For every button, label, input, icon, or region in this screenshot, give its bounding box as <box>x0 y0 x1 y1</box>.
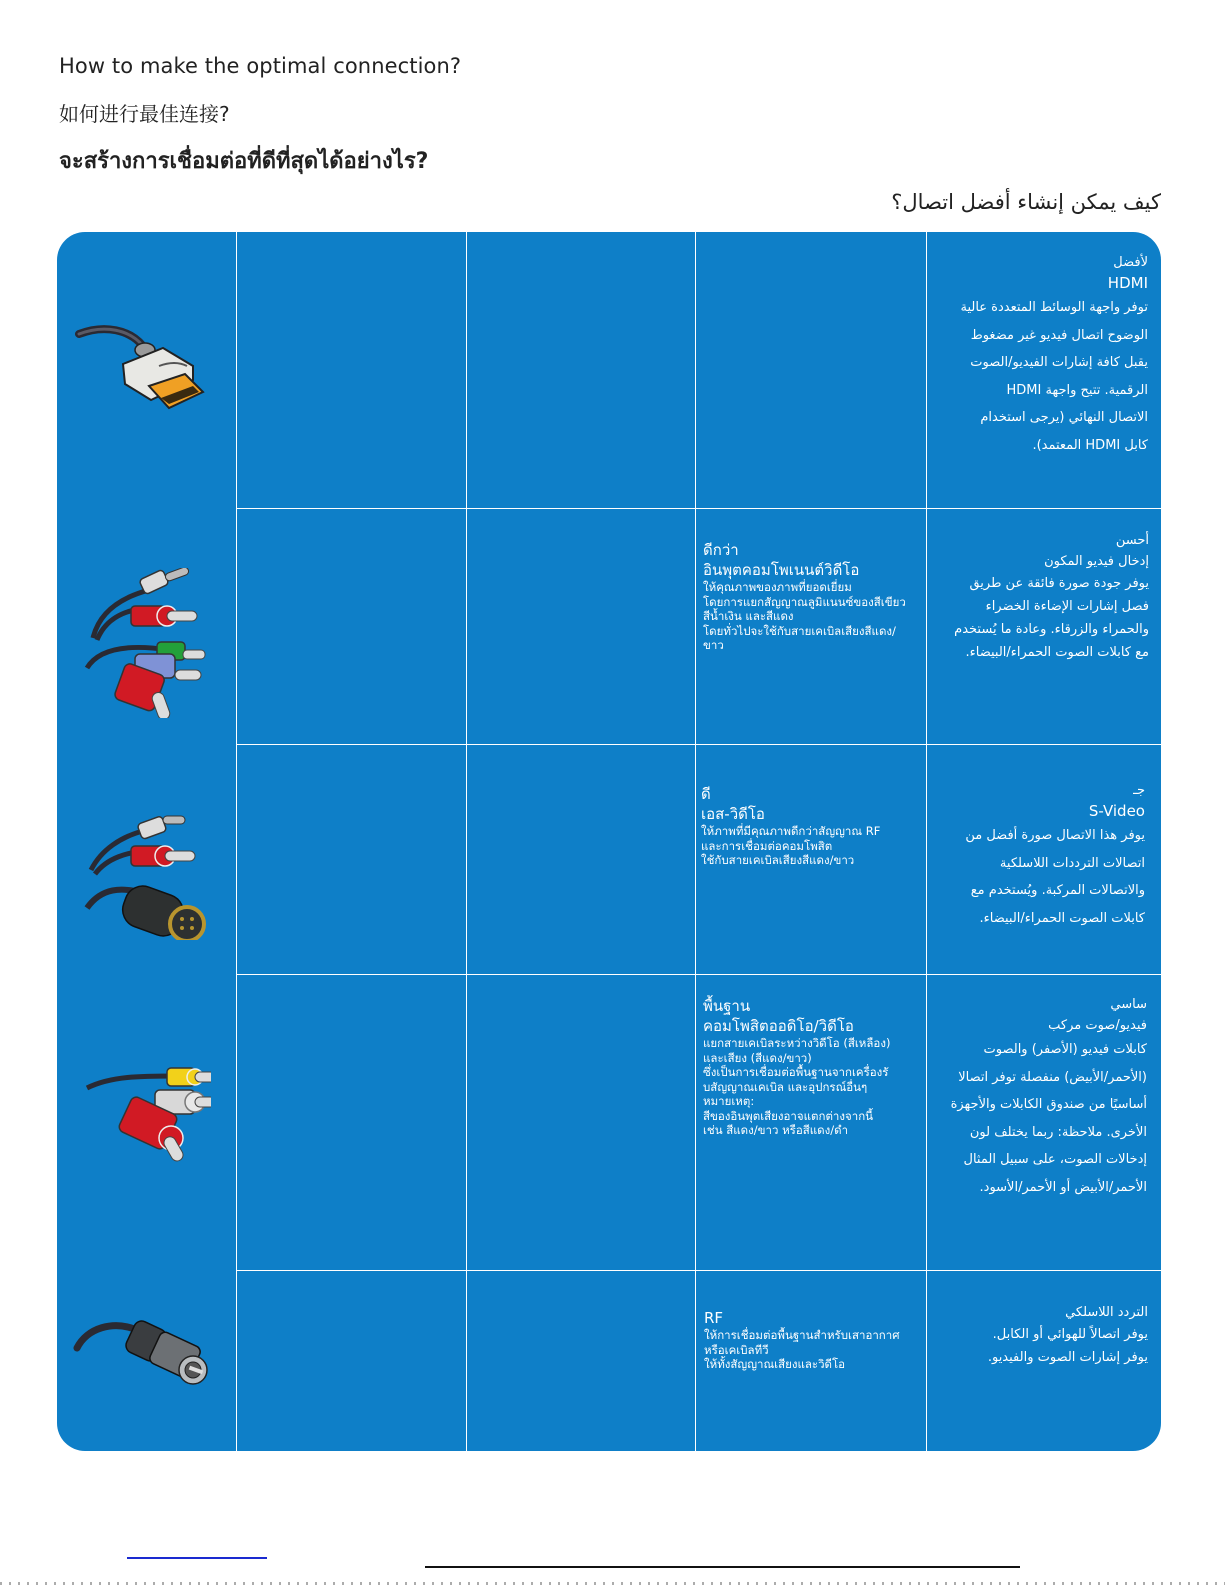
description-line: الوضوح اتصال فيديو غير مضغوط <box>970 327 1148 343</box>
rank-label: ดีกว่า <box>703 541 739 559</box>
description-line: مع كابلات الصوت الحمراء/البيضاء. <box>965 645 1149 660</box>
description-line: ให้การเชื่อมต่อพื้นฐานสำหรับเสาอากาศ <box>704 1328 900 1342</box>
row-divider <box>236 974 1161 975</box>
hdmi-connector-icon <box>75 322 207 416</box>
description-line: ใช้กับสายเคเบิลเสียงสีแดง/ขาว <box>701 853 855 867</box>
component-arabic-cell <box>935 530 1149 664</box>
connection-name: S-Video <box>1088 802 1145 820</box>
description-line: كابلات فيديو (الأصفر) والصوت <box>983 1042 1147 1057</box>
description-line: فصل إشارات الإضاءة الخضراء <box>985 599 1149 614</box>
description-line: والاتصالات المركبة. ويُستخدم مع <box>970 883 1145 898</box>
description-line: أساسيًا من صندوق الكابلات والأجهزة <box>950 1097 1147 1112</box>
connection-name: فيديو/صوت مركب <box>1048 1018 1147 1033</box>
description-line: كابلات الصوت الحمراء/البيضاء. <box>979 910 1145 926</box>
description-line: الأحمر/الأبيض أو الأحمر/الأسود. <box>979 1179 1147 1195</box>
connection-table <box>57 232 1161 1451</box>
description-line: และเสียง (สีแดง/ขาว) <box>703 1050 812 1065</box>
heading-arabic: كيف يمكن إنشاء أفضل اتصال؟ <box>891 190 1161 214</box>
heading-english: How to make the optimal connection? <box>59 54 462 78</box>
s-video-arabic-cell <box>935 780 1145 932</box>
description-line: โดยทั่วไปจะใช้กับสายเคเบิลเสียงสีแดง/ <box>703 623 896 638</box>
connection-name: เอส-วิดีโอ <box>701 805 765 823</box>
hdmi-arabic-cell <box>935 252 1148 459</box>
description-line: يوفر إشارات الصوت والفيديو. <box>987 1350 1148 1365</box>
rank-label: พื้นฐาน <box>703 997 751 1015</box>
footer-rule <box>425 1566 1020 1568</box>
description-line: (الأحمر/الأبيض) منفصلة توفر اتصالا <box>958 1069 1147 1085</box>
s-video-thai-cell <box>701 784 923 868</box>
rf-coaxial-connector-icon <box>73 1308 213 1392</box>
connection-name: คอมโพสิตออดิโอ/วิดีโอ <box>703 1017 854 1035</box>
row-divider <box>236 508 1161 509</box>
connection-name: อินพุตคอมโพเนนต์วิดีโอ <box>703 561 860 579</box>
description-line: والحمراء والزرقاء. وعادة ما يُستخدم <box>954 622 1149 637</box>
rank-label: أحسن <box>1115 533 1149 548</box>
description-line: เช่น สีแดง/ขาว หรือสีแดง/ดำ <box>703 1123 849 1137</box>
column-divider <box>236 232 237 1451</box>
connection-name: HDMI <box>1107 274 1148 292</box>
description-line: ให้ทั้งสัญญาณเสียงและวิดีโอ <box>704 1357 846 1371</box>
description-line: يوفر هذا الاتصال صورة أفضل من <box>965 828 1145 843</box>
description-line: สีของอินพุตเสียงอาจแตกต่างจากนี้ <box>703 1108 874 1123</box>
description-line: يوفر جودة صورة فائقة عن طريق <box>969 576 1149 591</box>
heading-thai: จะสร้างการเชื่อมต่อที่ดีที่สุดได้อย่างไร? <box>59 149 429 174</box>
connection-name: التردد اللاسلكي <box>1065 1305 1148 1320</box>
description-line: توفر واجهة الوسائط المتعددة عالية <box>960 300 1148 315</box>
description-line: اتصالات الترددات اللاسلكية <box>999 855 1145 871</box>
composite-av-connector-icon <box>81 1062 211 1166</box>
description-line: หมายเหตุ: <box>703 1094 755 1108</box>
rank-label: ดี <box>701 785 711 803</box>
description-line: يقبل كافة إشارات الفيديو/الصوت <box>970 355 1148 370</box>
description-line: สีน้ำเงิน และสีแดง <box>703 609 794 623</box>
composite-arabic-cell <box>929 994 1147 1201</box>
composite-thai-cell <box>703 996 925 1138</box>
row-divider <box>236 744 1161 745</box>
description-line: หรือเคเบิลทีวี <box>704 1342 769 1357</box>
column-divider <box>695 232 696 1451</box>
description-line: และการเชื่อมต่อคอมโพสิต <box>701 838 833 853</box>
description-line: ให้คุณภาพของภาพที่ยอดเยี่ยม <box>703 580 852 594</box>
description-line: บสัญญาณเคเบิล และอุปกรณ์อื่นๆ <box>703 1079 868 1094</box>
rf-arabic-cell <box>935 1302 1148 1369</box>
row-divider <box>236 1270 1161 1271</box>
column-divider <box>926 232 927 1451</box>
rank-label: ساسي <box>1110 997 1147 1012</box>
description-line: ซึ่งเป็นการเชื่อมต่อพื้นฐานจากเครื่องรั <box>703 1065 889 1079</box>
heading-chinese: 如何进行最佳连接? <box>59 102 230 126</box>
description-line: إدخالات الصوت، على سبيل المثال <box>963 1152 1147 1167</box>
description-line: ให้ภาพที่มีคุณภาพดีกว่าสัญญาณ RF <box>701 824 881 838</box>
component-video-connector-icon <box>79 568 209 722</box>
rank-label: جـ <box>1133 783 1145 798</box>
description-line: ขาว <box>703 638 724 652</box>
description-line: โดยการแยกสัญญาณลูมิแนนซ์ของสีเขียว <box>703 594 906 609</box>
component-thai-cell <box>703 540 925 653</box>
description-line: يوفر اتصالاً للهوائي أو الكابل. <box>992 1327 1148 1342</box>
s-video-connector-icon <box>81 810 211 944</box>
footer-link-underline <box>127 1557 267 1559</box>
description-line: الاتصال النهائي (يرجى استخدام <box>980 410 1148 425</box>
rank-label: لأفضل <box>1113 255 1148 270</box>
description-line: แยกสายเคเบิลระหว่างวิดีโอ (สีเหลือง) <box>703 1036 891 1050</box>
description-line: الأخرى. ملاحظة: ربما يختلف لون <box>969 1124 1147 1140</box>
connection-name: RF <box>704 1309 724 1327</box>
connection-name: إدخال فيديو المكون <box>1044 554 1149 569</box>
rf-thai-cell <box>704 1308 929 1372</box>
column-divider <box>466 232 467 1451</box>
description-line: كابل HDMI المعتمد). <box>1032 437 1148 453</box>
description-line: الرقمية. تتيح واجهة HDMI <box>1006 382 1148 398</box>
